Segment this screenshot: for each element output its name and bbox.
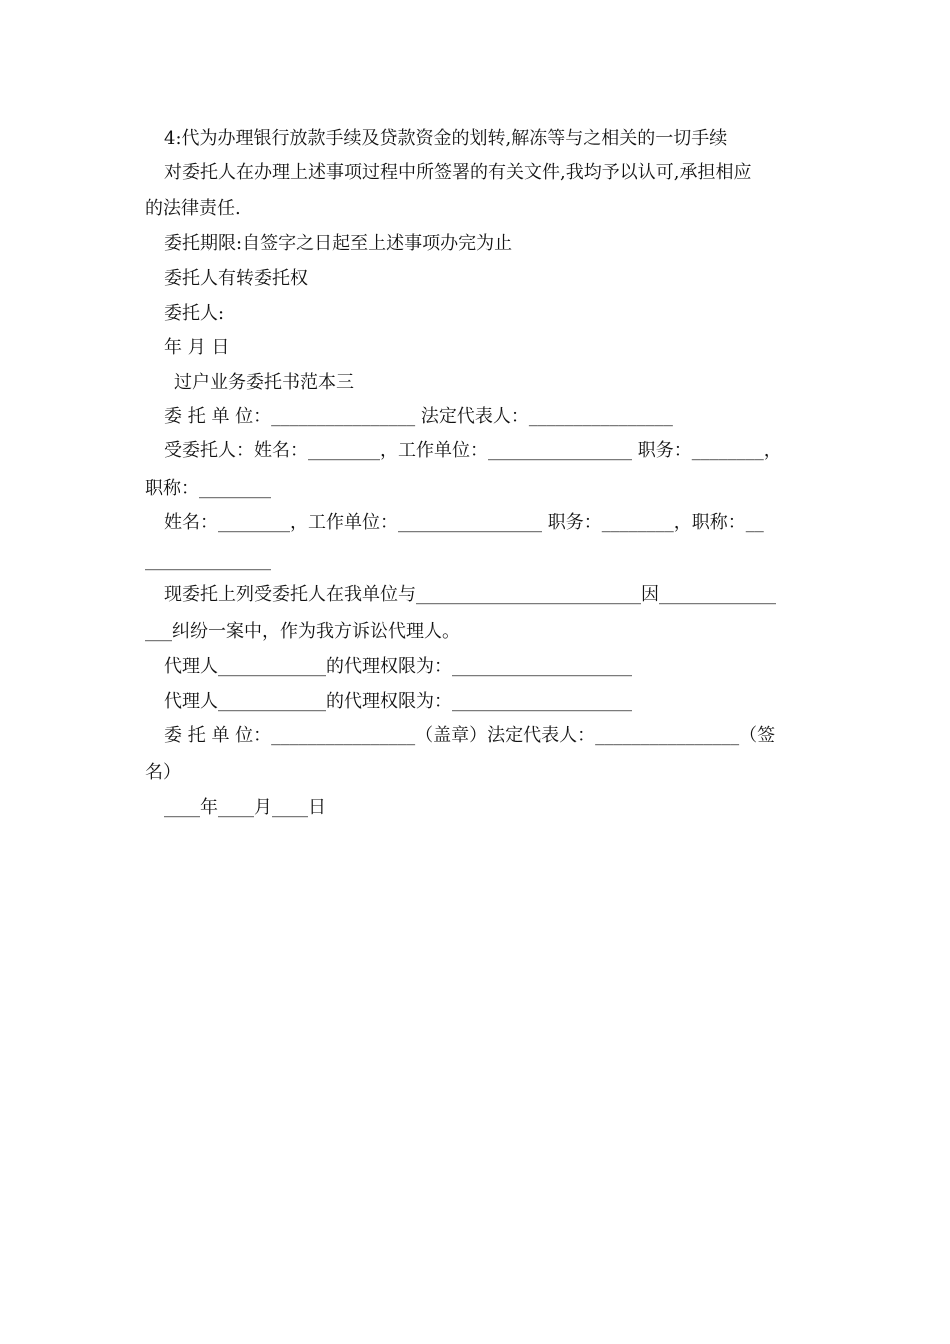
entrusting-unit-line: 委 托 单 位：________________ 法定代表人：________________ [164, 406, 673, 427]
acknowledgement-text-line-1: 对委托人在办理上述事项过程中所签署的有关文件,我均予以认可,承担相应 [164, 162, 752, 183]
trustee-2-info-line-2: ______________ [145, 550, 271, 571]
sub-delegation-text: 委托人有转委托权 [164, 268, 308, 289]
entrustment-statement-line-2: ___纠纷一案中，作为我方诉讼代理人。 [145, 621, 460, 642]
date-line: 年 月 日 [164, 337, 230, 358]
agent-authority-line-1: 代理人____________的代理权限为：____________________ [164, 656, 632, 677]
trustee-2-info-line-1: 姓名：________，工作单位：________________ 职务：________，职称：__ [164, 512, 764, 533]
seal-signature-line-2: 名） [145, 762, 181, 783]
trustee-info-line-1: 受委托人：姓名：________，工作单位：________________ 职务：________， [164, 440, 782, 461]
entrustment-statement-line-1: 现委托上列受委托人在我单位与_________________________因_____________ [164, 584, 776, 605]
section-title: 过户业务委托书范本三 [174, 372, 354, 393]
clause-4-text: 4:代为办理银行放款手续及贷款资金的划转,解冻等与之相关的一切手续 [164, 128, 728, 149]
seal-signature-line-1: 委 托 单 位：________________（盖章）法定代表人：________________（签 [164, 725, 776, 746]
final-date-line: ____年____月____日 [164, 797, 326, 818]
acknowledgement-text-line-2: 的法律责任. [145, 198, 241, 219]
authorization-period-text: 委托期限:自签字之日起至上述事项办完为止 [164, 233, 513, 254]
trustee-info-line-2: 职称：________ [145, 478, 271, 499]
principal-signature-label: 委托人: [164, 303, 225, 324]
agent-authority-line-2: 代理人____________的代理权限为：____________________ [164, 691, 632, 712]
